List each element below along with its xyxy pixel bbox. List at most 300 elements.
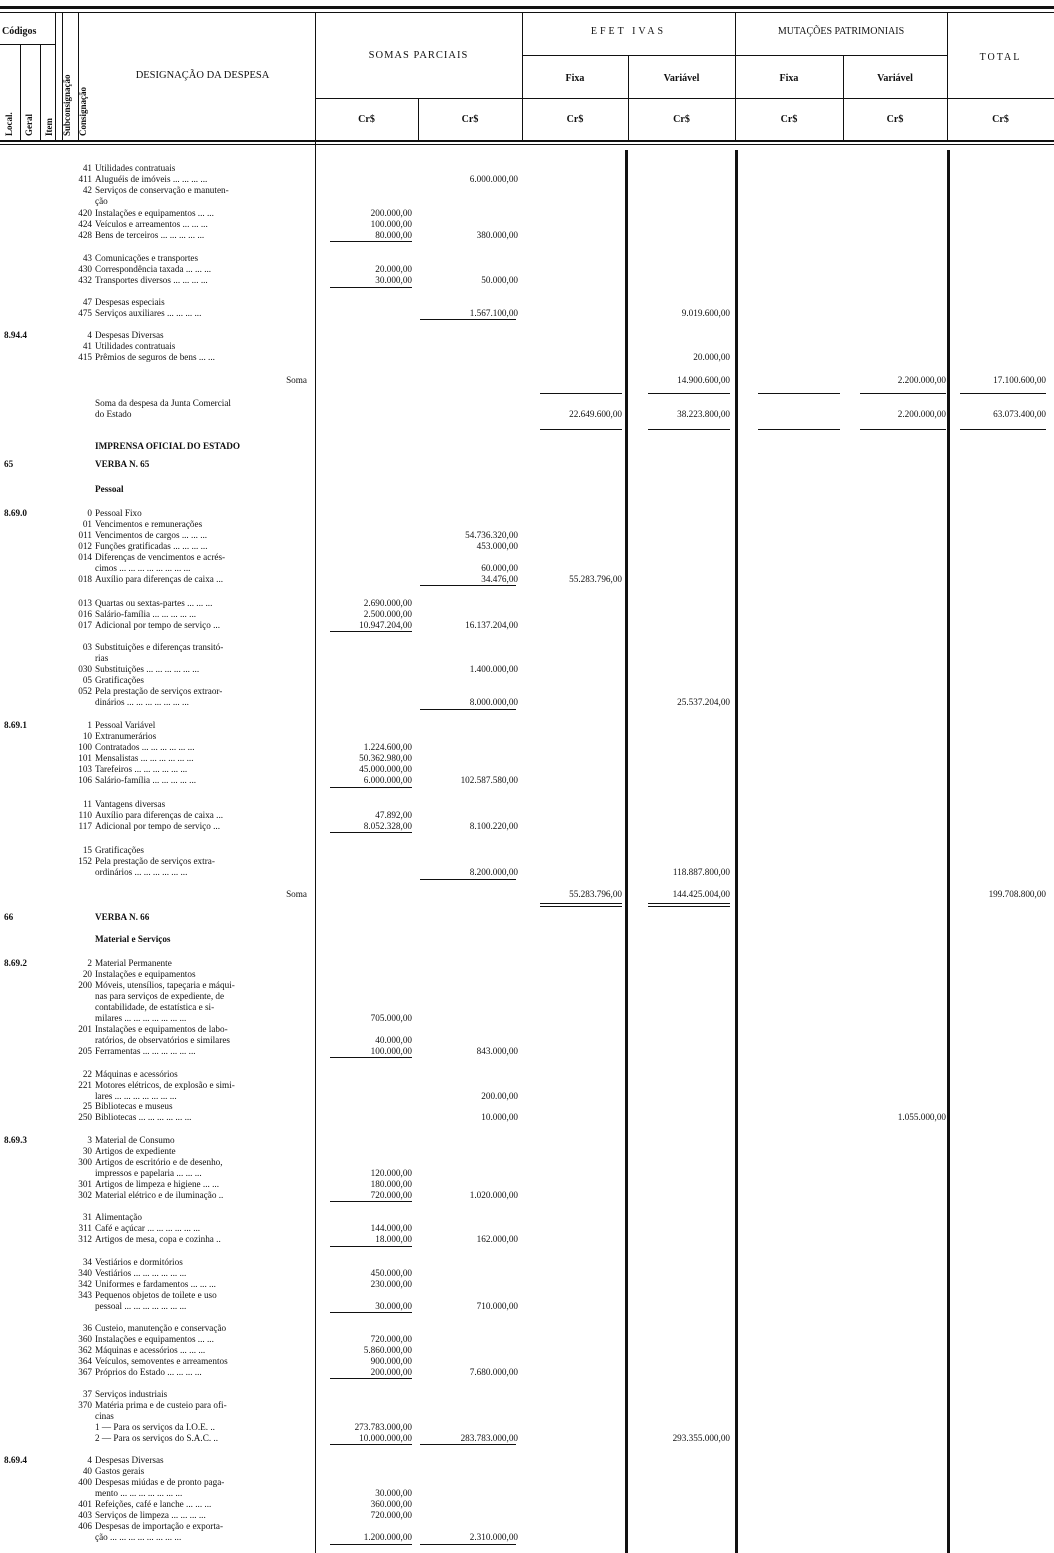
amount-c4: 14.900.600,00 <box>677 375 730 385</box>
table-row <box>0 1345 1054 1355</box>
table-row <box>0 1532 1054 1542</box>
expense-description: IMPRENSA OFICIAL DO ESTADO <box>95 441 241 451</box>
amount-c2: 1.400.000,00 <box>469 664 518 674</box>
item-code: 4 <box>87 1455 92 1465</box>
item-code: 200 <box>78 980 92 990</box>
amount-c2: 8.200.000,00 <box>469 867 518 877</box>
expense-description: Despesas de importação e exporta- <box>95 1521 224 1531</box>
item-code: 016 <box>78 609 92 619</box>
item-code: 017 <box>78 620 92 630</box>
item-code: 302 <box>78 1190 92 1200</box>
efetivas-fixa-header: Fixa <box>565 73 585 84</box>
table-row <box>0 1024 1054 1034</box>
expense-description: Serviços auxiliares ... ... ... ... <box>95 308 202 318</box>
expense-description: Pessoal <box>95 484 124 494</box>
expense-description: Móveis, utensílios, tapeçaria e máqui- <box>95 980 235 990</box>
amount-c1: 20.000,00 <box>375 264 412 274</box>
expense-description: nas para serviços de expediente, de <box>95 991 225 1001</box>
currency-label: Cr$ <box>673 114 690 125</box>
expense-description: Pessoal Variável <box>95 720 156 730</box>
currency-label: Cr$ <box>566 114 584 125</box>
subtotal-rule <box>960 393 1046 394</box>
item-code: 03 <box>82 642 92 652</box>
table-row <box>0 764 1054 774</box>
table-row <box>0 1179 1054 1189</box>
table-row <box>0 1234 1054 1244</box>
item-code: 01 <box>82 519 92 529</box>
amount-c1: 80.000,00 <box>375 230 412 240</box>
expense-description: Refeições, café e lanche ... ... ... <box>95 1499 212 1509</box>
table-row <box>0 174 1054 184</box>
table-row <box>0 1290 1054 1300</box>
expense-description: cinas <box>95 1411 114 1421</box>
amount-c1: 360.000,00 <box>370 1499 412 1509</box>
table-row <box>0 1046 1054 1056</box>
currency-label: Cr$ <box>886 114 904 125</box>
subtotal-rule <box>330 631 412 632</box>
header-divider <box>20 44 21 142</box>
efetivas-header: EFET IVAS <box>590 26 667 37</box>
table-row <box>0 352 1054 362</box>
table-row <box>0 409 1054 419</box>
subtotal-rule <box>648 903 730 904</box>
subtotal-rule <box>420 585 516 586</box>
item-code: 250 <box>78 1112 92 1122</box>
amount-c7: 63.073.400,00 <box>993 409 1046 419</box>
subtotal-rule <box>420 319 516 320</box>
header-bottom-rule <box>0 140 1054 142</box>
expense-description: Vencimentos de cargos ... ... ... <box>95 530 208 540</box>
amount-c2: 453.000,00 <box>476 541 518 551</box>
subtotal-rule <box>540 429 622 430</box>
expense-description: Ferramentas ... ... ... ... ... ... <box>95 1046 196 1056</box>
item-code: 300 <box>78 1157 92 1167</box>
table-row <box>0 720 1054 730</box>
table-row <box>0 1013 1054 1023</box>
table-row <box>0 1334 1054 1344</box>
table-row <box>0 459 1054 469</box>
amount-c1: 6.000.000,00 <box>363 775 412 785</box>
item-code: 301 <box>78 1179 92 1189</box>
amount-c2: 843.000,00 <box>476 1046 518 1056</box>
subtotal-rule <box>960 429 1046 430</box>
currency-label: Cr$ <box>461 114 479 125</box>
local-code: 8.94.4 <box>4 330 27 340</box>
amount-c2: 60.000,00 <box>481 563 518 573</box>
expense-description: Serviços de conservação e manuten- <box>95 185 229 195</box>
expense-description: Correspondência taxada ... ... ... <box>95 264 212 274</box>
local-code: 8.69.0 <box>4 508 27 518</box>
item-code: 152 <box>78 856 92 866</box>
table-row <box>0 1257 1054 1267</box>
expense-description: Utilidades contratuais <box>95 163 176 173</box>
codigos-label: Códigos <box>2 26 37 37</box>
table-row <box>0 1411 1054 1421</box>
item-code: 221 <box>78 1080 92 1090</box>
item-label: Item <box>44 118 54 136</box>
table-row <box>0 697 1054 707</box>
table-row <box>0 1190 1054 1200</box>
item-code: 011 <box>78 530 92 540</box>
subtotal-rule <box>648 906 730 907</box>
item-code: 342 <box>78 1279 92 1289</box>
table-row <box>0 742 1054 752</box>
geral-label: Geral <box>24 114 34 136</box>
amount-c2: 283.783.000,00 <box>460 1433 518 1443</box>
expense-description: Soma <box>286 375 307 385</box>
subtotal-rule <box>330 1057 412 1058</box>
amount-c1: 1.224.600,00 <box>363 742 412 752</box>
item-code: 340 <box>78 1268 92 1278</box>
item-code: 403 <box>78 1510 92 1520</box>
local-code: 8.69.2 <box>4 958 27 968</box>
expense-description: Material de Consumo <box>95 1135 175 1145</box>
amount-c1: 2.690.000,00 <box>363 598 412 608</box>
table-row <box>0 775 1054 785</box>
expense-description: Instalações e equipamentos <box>95 969 196 979</box>
table-row <box>0 1301 1054 1311</box>
expense-description: Material Permanente <box>95 958 172 968</box>
somas-parciais-header: SOMAS PARCIAIS <box>368 50 469 61</box>
amount-c1: 30.000,00 <box>375 1301 412 1311</box>
amount-c1: 18.000,00 <box>375 1234 412 1244</box>
table-row <box>0 642 1054 652</box>
amount-c6: 2.200.000,00 <box>897 409 946 419</box>
item-code: 47 <box>82 297 92 307</box>
currency-label: Cr$ <box>358 114 375 125</box>
expense-description: Pessoal Fixo <box>95 508 142 518</box>
expense-description: Veículos e arreamentos ... ... ... <box>95 219 208 229</box>
table-row <box>0 441 1054 451</box>
table-row <box>0 264 1054 274</box>
expense-description: Vantagens diversas <box>95 799 166 809</box>
expense-description: ordinários ... ... ... ... ... ... <box>95 867 188 877</box>
expense-description: do Estado <box>95 409 132 419</box>
expense-description: Instalações e equipamentos de labo- <box>95 1024 228 1034</box>
amount-c2: 380.000,00 <box>476 230 518 240</box>
subtotal-rule <box>540 393 622 394</box>
table-row <box>0 845 1054 855</box>
table-row <box>0 541 1054 551</box>
item-code: 30 <box>82 1146 92 1156</box>
expense-description: VERBA N. 66 <box>95 912 150 922</box>
table-row <box>0 1035 1054 1045</box>
table-row <box>0 398 1054 408</box>
table-row <box>0 991 1054 1001</box>
subtotal-rule <box>330 787 412 788</box>
expense-description: ção ... ... ... ... ... ... ... ... <box>95 1532 182 1542</box>
table-row <box>0 375 1054 385</box>
table-row <box>0 889 1054 899</box>
item-code: 013 <box>78 598 92 608</box>
item-code: 05 <box>82 675 92 685</box>
expense-description: Artigos de limpeza e higiene ... ... <box>95 1179 219 1189</box>
item-code: 343 <box>78 1290 92 1300</box>
expense-description: mento ... ... ... ... ... ... ... <box>95 1488 183 1498</box>
amount-c1: 230.000,00 <box>370 1279 412 1289</box>
expense-description: Pela prestação de serviços extra- <box>95 856 215 866</box>
expense-description: Motores elétricos, de explosão e simi- <box>95 1080 235 1090</box>
expense-description: Veículos, semoventes e arreamentos <box>95 1356 228 1366</box>
expense-description: Artigos de mesa, copa e cozinha .. <box>95 1234 221 1244</box>
amount-c4: 20.000,00 <box>693 352 730 362</box>
expense-description: Alimentação <box>95 1212 142 1222</box>
amount-c2: 6.000.000,00 <box>469 174 518 184</box>
item-code: 100 <box>78 742 92 752</box>
table-row <box>0 484 1054 494</box>
amount-c2: 102.587.580,00 <box>460 775 518 785</box>
item-code: 030 <box>78 664 92 674</box>
top-rule-thin <box>0 12 1054 13</box>
table-row <box>0 530 1054 540</box>
item-code: 103 <box>78 764 92 774</box>
table-row <box>0 1268 1054 1278</box>
table-row <box>0 341 1054 351</box>
expense-description: Auxílio para diferenças de caixa ... <box>95 574 224 584</box>
expense-description: 2 — Para os serviços do S.A.C. .. <box>95 1433 219 1443</box>
expense-description: Diferenças de vencimentos e acrés- <box>95 552 226 562</box>
item-code: 37 <box>82 1389 92 1399</box>
expense-description: rias <box>95 653 109 663</box>
item-code: 014 <box>78 552 92 562</box>
subtotal-rule <box>330 1544 412 1545</box>
item-code: 43 <box>82 253 92 263</box>
amount-c1: 10.000.000,00 <box>359 1433 412 1443</box>
local-code: 65 <box>4 459 14 469</box>
expense-description: dinários ... ... ... ... ... ... ... <box>95 697 189 707</box>
expense-description: Gastos gerais <box>95 1466 145 1476</box>
table-row <box>0 208 1054 218</box>
amount-c6: 1.055.000,00 <box>897 1112 946 1122</box>
amount-c1: 30.000,00 <box>375 275 412 285</box>
table-row <box>0 1356 1054 1366</box>
amount-c4: 144.425.004,00 <box>672 889 730 899</box>
item-code: 312 <box>78 1234 92 1244</box>
expense-description: Bibliotecas e museus <box>95 1101 173 1111</box>
amount-c6: 2.200.000,00 <box>897 375 946 385</box>
amount-c4: 25.537.204,00 <box>677 697 730 707</box>
expense-description: Serviços de limpeza ... ... ... ... <box>95 1510 206 1520</box>
header-divider <box>55 12 56 142</box>
item-code: 41 <box>82 163 92 173</box>
expense-description: Despesas Diversas <box>95 330 164 340</box>
subtotal-rule <box>330 1312 412 1313</box>
amount-c1: 900.000,00 <box>370 1356 412 1366</box>
item-code: 012 <box>78 541 92 551</box>
header-rule <box>0 44 55 45</box>
subtotal-rule <box>330 1246 412 1247</box>
expense-description: Matéria prima e de custeio para ofi- <box>95 1400 227 1410</box>
table-row <box>0 1212 1054 1222</box>
local-code: 8.69.1 <box>4 720 27 730</box>
subtotal-rule <box>330 287 412 288</box>
amount-c1: 200.000,00 <box>370 208 412 218</box>
item-code: 25 <box>82 1101 92 1111</box>
item-code: 424 <box>78 219 92 229</box>
amount-c2: 8.100.220,00 <box>469 821 518 831</box>
amount-c2: 2.310.000,00 <box>469 1532 518 1542</box>
subtotal-rule <box>330 1378 412 1379</box>
expense-description: Utilidades contratuais <box>95 341 176 351</box>
amount-c1: 720.000,00 <box>370 1334 412 1344</box>
expense-description: Custeio, manutenção e conservação <box>95 1323 227 1333</box>
amount-c1: 1.200.000,00 <box>363 1532 412 1542</box>
expense-description: Contratados ... ... ... ... ... ... <box>95 742 195 752</box>
subtotal-rule <box>648 393 730 394</box>
table-row <box>0 1069 1054 1079</box>
table-row <box>0 1488 1054 1498</box>
amount-c4: 118.887.800,00 <box>672 867 730 877</box>
expense-description: Quartas ou sextas-partes ... ... ... <box>95 598 213 608</box>
amount-c2: 16.137.204,00 <box>465 620 518 630</box>
amount-c3: 55.283.796,00 <box>569 889 622 899</box>
table-row <box>0 1433 1054 1443</box>
table-row <box>0 753 1054 763</box>
table-row <box>0 1477 1054 1487</box>
mutacoes-header: MUTAÇÕES PATRIMONIAIS <box>777 26 905 37</box>
table-row <box>0 912 1054 922</box>
amount-c1: 200.000,00 <box>370 1367 412 1377</box>
expense-description: Bens de terceiros ... ... ... ... ... <box>95 230 205 240</box>
amount-c1: 2.500.000,00 <box>363 609 412 619</box>
subtotal-rule <box>420 1444 516 1445</box>
expense-description: Extranumerários <box>95 731 157 741</box>
subtotal-rule <box>330 1444 412 1445</box>
local-code: 8.69.3 <box>4 1135 27 1145</box>
table-row <box>0 1389 1054 1399</box>
table-row <box>0 1510 1054 1520</box>
item-code: 362 <box>78 1345 92 1355</box>
table-row <box>0 563 1054 573</box>
local-label: Local. <box>4 112 14 136</box>
table-row <box>0 810 1054 820</box>
subtotal-rule <box>330 241 412 242</box>
expense-description: Salário-família ... ... ... ... ... <box>95 609 197 619</box>
table-row <box>0 1091 1054 1101</box>
expense-description: lares ... ... ... ... ... ... ... <box>95 1091 177 1101</box>
item-code: 364 <box>78 1356 92 1366</box>
expense-description: Despesas miúdas e de pronto paga- <box>95 1477 225 1487</box>
table-row <box>0 675 1054 685</box>
item-code: 34 <box>82 1257 92 1267</box>
item-code: 475 <box>78 308 92 318</box>
header-rule <box>315 98 1054 99</box>
subtotal-rule <box>540 903 622 904</box>
table-row <box>0 275 1054 285</box>
item-code: 41 <box>82 341 92 351</box>
table-row <box>0 653 1054 663</box>
expense-description: Substituições ... ... ... ... ... ... <box>95 664 200 674</box>
table-row <box>0 686 1054 696</box>
item-code: 40 <box>82 1466 92 1476</box>
table-row <box>0 1466 1054 1476</box>
table-row <box>0 1455 1054 1465</box>
subtotal-rule <box>758 393 840 394</box>
expense-description: Instalações e equipamentos ... ... <box>95 1334 214 1344</box>
amount-c4: 9.019.600,00 <box>681 308 730 318</box>
amount-c1: 30.000,00 <box>375 1488 412 1498</box>
item-code: 406 <box>78 1521 92 1531</box>
item-code: 10 <box>82 731 92 741</box>
item-code: 400 <box>78 1477 92 1487</box>
amount-c2: 162.000,00 <box>476 1234 518 1244</box>
table-row <box>0 297 1054 307</box>
expense-description: Máquinas e acessórios ... ... ... <box>95 1345 206 1355</box>
subtotal-rule <box>648 429 730 430</box>
table-row <box>0 609 1054 619</box>
item-code: 311 <box>78 1223 92 1233</box>
item-code: 15 <box>82 845 92 855</box>
item-code: 117 <box>78 821 92 831</box>
table-row <box>0 934 1054 944</box>
table-row <box>0 1223 1054 1233</box>
amount-c2: 50.000,00 <box>481 275 518 285</box>
local-code: 66 <box>4 912 14 922</box>
mutacoes-fixa-header: Fixa <box>779 73 799 84</box>
table-row <box>0 185 1054 195</box>
item-code: 430 <box>78 264 92 274</box>
item-code: 018 <box>78 574 92 584</box>
table-row <box>0 1002 1054 1012</box>
table-row <box>0 821 1054 831</box>
item-code: 0 <box>87 508 92 518</box>
amount-c3: 22.649.600,00 <box>569 409 622 419</box>
expense-description: Transportes diversos ... ... ... ... <box>95 275 208 285</box>
amount-c1: 8.052.328,00 <box>363 821 412 831</box>
currency-label: Cr$ <box>780 114 798 125</box>
table-row <box>0 799 1054 809</box>
amount-c1: 144.000,00 <box>370 1223 412 1233</box>
amount-c1: 450.000,00 <box>370 1268 412 1278</box>
expense-description: Funções gratificadas ... ... ... ... <box>95 541 208 551</box>
item-code: 1 <box>87 720 92 730</box>
item-code: 11 <box>83 799 92 809</box>
table-row <box>0 958 1054 968</box>
item-code: 432 <box>78 275 92 285</box>
table-row <box>0 330 1054 340</box>
subtotal-rule <box>330 832 412 833</box>
subconsignacao-label: Subconsignação <box>62 74 72 136</box>
consignacao-label: Consignação <box>78 86 88 136</box>
table-row <box>0 552 1054 562</box>
subtotal-rule <box>330 1201 412 1202</box>
table-row <box>0 856 1054 866</box>
expense-description: Pela prestação de serviços extraor- <box>95 686 223 696</box>
amount-c2: 1.567.100,00 <box>469 308 518 318</box>
amount-c1: 120.000,00 <box>370 1168 412 1178</box>
expense-description: Máquinas e acessórios <box>95 1069 178 1079</box>
subtotal-rule <box>420 1544 516 1545</box>
amount-c1: 40.000,00 <box>375 1035 412 1045</box>
amount-c1: 720.000,00 <box>370 1510 412 1520</box>
expense-description: cimos ... ... ... ... ... ... ... ... <box>95 563 191 573</box>
item-code: 411 <box>78 174 92 184</box>
expense-description: Prêmios de seguros de bens ... ... <box>95 352 215 362</box>
item-code: 4 <box>87 330 92 340</box>
item-code: 367 <box>78 1367 92 1377</box>
table-row <box>0 253 1054 263</box>
subtotal-rule <box>860 393 946 394</box>
item-code: 101 <box>78 753 92 763</box>
amount-c2: 34.476,00 <box>481 574 518 584</box>
item-code: 052 <box>78 686 92 696</box>
amount-c1: 100.000,00 <box>370 219 412 229</box>
expense-description: Adicional por tempo de serviço ... <box>95 821 221 831</box>
expense-description: Vestiários ... ... ... ... ... ... <box>95 1268 187 1278</box>
amount-c1: 705.000,00 <box>370 1013 412 1023</box>
table-row <box>0 1168 1054 1178</box>
table-row <box>0 1101 1054 1111</box>
